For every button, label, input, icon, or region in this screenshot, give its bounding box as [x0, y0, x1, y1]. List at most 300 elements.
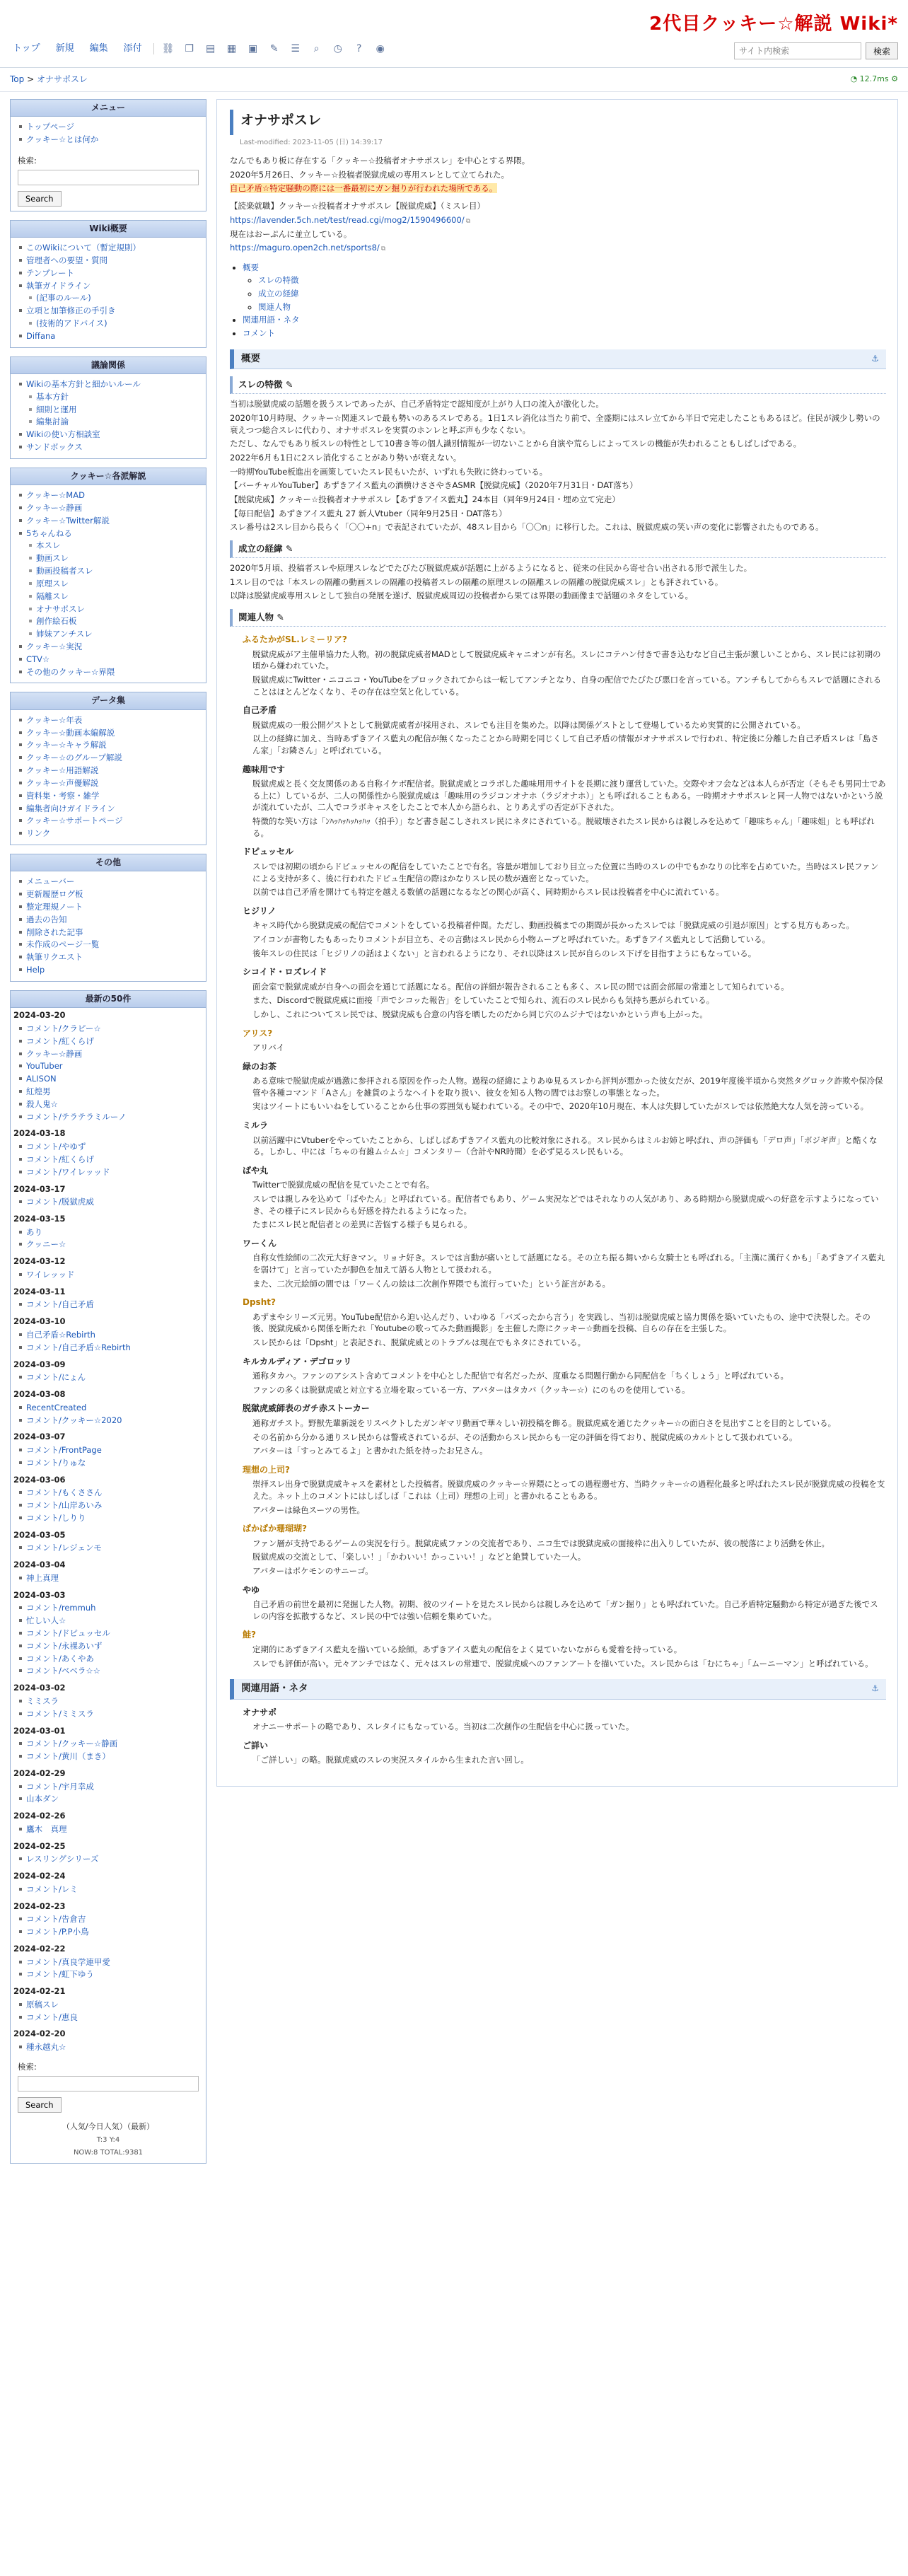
sidebar-item[interactable]: サンドボックス	[18, 441, 202, 454]
character-entry-text: アバターは「すっとみてるよ」と書かれた紙を持ったお兄さん。	[252, 1446, 488, 1456]
character-entry-name: キルカルディア・デゴロッリ	[243, 1356, 352, 1367]
recent-date: 2024-03-02	[13, 1683, 66, 1693]
character-entry-text: 以前活躍中にVtuberをやっていたことから、しばしばあずきアイス藍丸の比較対象にされる。スレ民からはミルお姉と呼ばれ、声の評価も「デロ声」「ボジギ声」と酷くなる。しかし、中には「ちゃの有雑ム☆ム☆」コメンタリー（合計やNR時間）を必ず見るスレ民もいる。	[252, 1135, 878, 1157]
character-entry-text: ある意味で脱獄虎威が過激に参拝される原因を作った人物。過程の経緯によりあゆ見るスレから評判が悪かった彼女だが、2019年度後半頃から突然タグロック詐欺や保冷保管や各種コマンド「Aさん」を雑貨のようなヘイトを取り扱い、彼女を知る人物の間ではお察しの事態となった。	[252, 1076, 883, 1098]
character-entry-text: 脱獄虎威の交流として、「楽しい！」「かわいい！かっこいい！」などと絶賛していた一人。	[252, 1552, 586, 1562]
freeze-icon[interactable]: ▣	[248, 43, 258, 55]
recent-item[interactable]: コメント/宇月幸成	[18, 1781, 202, 1794]
recent-item[interactable]: コメント/脱獄虎威	[18, 1196, 202, 1209]
copy-icon[interactable]: ❐	[185, 43, 194, 55]
recent-date: 2024-03-04	[13, 1560, 66, 1570]
recent-date: 2024-02-25	[13, 1840, 66, 1851]
sidebar-item[interactable]: (記事のルール)	[18, 292, 202, 305]
term-entry-text: 「ご詳しい」の略。脱獄虎威のスレの実況スタイルから生まれた言い回し。	[252, 1755, 529, 1765]
section-features: スレの特徴 ✎	[230, 376, 886, 394]
bottom-search-input[interactable]	[18, 2076, 199, 2091]
sidebar-item[interactable]: 基本方針	[18, 391, 202, 404]
page-title: オナサポスレ	[230, 110, 886, 135]
sidebar-item[interactable]: 隔離スレ	[18, 591, 202, 603]
sidebar-item[interactable]: 原理スレ	[18, 578, 202, 591]
character-entry-text: ファン層が支持であるゲームの実況を行う。脱獄虎威ファンの交流者であり、ニコ生では脱獄虎威の面接枠に出入りしていたが、彼の脱落により活動を休止。	[252, 1538, 830, 1548]
character-entry-text: スレでも評価が高い。元々アンチではなく、元々はスレの常連で、脱獄虎威へのファンアートを描いていた。スレ民からは「むにちゃ」「ムーニーマン」と呼ばれている。	[252, 1658, 873, 1669]
recent-date: 2024-02-21	[13, 1986, 66, 1997]
character-entry-name[interactable]: Dpsht?	[243, 1297, 276, 1308]
character-entry	[243, 1629, 886, 1669]
side-wiki	[10, 220, 206, 348]
sidebar-item[interactable]: メニューバー	[18, 876, 202, 888]
breadcrumb-top[interactable]: Top	[10, 74, 25, 84]
sidebar-item[interactable]: クッキー☆MAD	[18, 489, 202, 502]
recent-item[interactable]: コメント/真良学連甲愛	[18, 1956, 202, 1969]
character-entry-name: ヒジリノ	[243, 905, 277, 916]
character-entry-text: 脱獄虎威にTwitter・ニコニコ・YouTubeをブロックされてからは一転してアンチとなり、自身の配信でたびたび悪口を言っている。アンチもしてからもスレで話題にされることはほとんどなくなり、その存在は空気と化している。	[252, 674, 882, 697]
recent-item[interactable]: コメント/自己矛盾☆Rebirth	[18, 1342, 202, 1354]
breadcrumb-separator: >	[27, 74, 35, 84]
recent-item[interactable]: 紅煌男	[18, 1086, 202, 1098]
character-entry-name: ミルラ	[243, 1120, 269, 1131]
character-entry-text: 面会室で脱獄虎威が自身への面会を通じて話題になる。配信の詳細が報告されることも多く、スレ民の間では面会部屋の常連として知られている。	[252, 981, 789, 992]
toc-item: • 関連用語・ネタ	[243, 314, 886, 326]
sidebar-item[interactable]: クッキー☆キャラ解説	[18, 739, 202, 752]
intro-url-2[interactable]: https://maguro.open2ch.net/sports8/	[230, 243, 380, 253]
character-entry-text: 崇拝スレ出身で脱獄虎威キャスを素材とした投稿者。脱獄虎威のクッキー☆界隈にとっての過程遡せ方、当時クッキー☆の過程化最多と呼ばれたスレ民が脱獄虎威の投稿を支えた。ネット上のコメントにはしばしば「これは（上司）理想の上司」と書かれることもある。	[252, 1479, 885, 1501]
recent-item[interactable]: コメント/クッキー☆2020	[18, 1415, 202, 1427]
character-entry	[243, 846, 886, 898]
recent-item[interactable]: 殺人鬼☆	[18, 1098, 202, 1111]
recent-icon[interactable]: ◷	[333, 43, 342, 55]
anchor-icon[interactable]: ⚓	[871, 1683, 879, 1694]
sidebar-item[interactable]: このWikiについて（暫定規則）	[18, 242, 202, 255]
intro-url-2-wrap	[230, 242, 886, 254]
character-entry-name: ばや丸	[243, 1165, 269, 1176]
recent-item[interactable]: コメント/FrontPage	[18, 1444, 202, 1457]
toc-item: ◦ スレの特徴	[258, 274, 886, 286]
character-entry-text: また、二次元絵師の間では「ワーくんの絵は二次創作界隈でも流行っていた」という証言がある。	[252, 1278, 610, 1289]
counter-nums-b: NOW:8 TOTAL:9381	[73, 2149, 144, 2157]
sidebar-item[interactable]: 細則と運用	[18, 404, 202, 417]
side-menu-title: メニュー	[11, 100, 206, 117]
sidebar-item[interactable]: クッキー☆実況	[18, 641, 202, 654]
character-entry-name[interactable]: 理想の上司?	[243, 1464, 290, 1475]
intro-url-1-wrap	[230, 214, 886, 226]
character-entry-text: Twitterで脱獄虎威の配信を見ていたことで有名。	[252, 1180, 435, 1190]
sidebar-item[interactable]: クッキー☆のグループ解説	[18, 752, 202, 765]
character-entry-text: ファンの多くは脱獄虎威と対立する立場を取っている一方、アバターはタカバ（クッキー☆）にのものを使用している。	[252, 1384, 690, 1395]
character-entry-name: やゆ	[243, 1584, 260, 1595]
recent-item[interactable]: コメント/告倉吉	[18, 1913, 202, 1926]
bottom-search-button[interactable]: Search	[18, 2097, 62, 2113]
recent-item[interactable]: コメント/ワイレッッド	[18, 1166, 202, 1179]
recent-item[interactable]: コメント/あくやあ	[18, 1653, 202, 1666]
character-entry-text: 脱獄虎威がア主催単協力た人物。初の脱獄虎威者MADとして脱獄虎威キャニオンが有名。スレにコテハン付きで書き込むなど自己主張が激しいことから、スレ民には初期の頃から嫌われていた。	[252, 649, 881, 671]
character-entry	[243, 1464, 886, 1516]
character-entry-name: 脱獄虎威師表のガチ赤ストーカー	[243, 1403, 370, 1414]
sidebar-item[interactable]: 整定理規ノート	[18, 901, 202, 914]
recent-item[interactable]: コメント/しりり	[18, 1512, 202, 1525]
sidebar-item[interactable]: 削除された記事	[18, 927, 202, 939]
recent-item[interactable]: コメント/紅くらげ	[18, 1035, 202, 1048]
section-terms: 関連用語・ネタ ⚓	[230, 1679, 886, 1700]
intro-line-3: 自己矛盾☆特定騒動の際には一番最初にガン掘りが行われた場所である。	[230, 183, 498, 194]
counter-label: （人気/今日人気）（最新）	[62, 2121, 155, 2131]
anchor-icon[interactable]: ⚓	[871, 353, 879, 364]
recent-date: 2024-02-23	[13, 1901, 66, 1911]
edit-icon[interactable]: ✎	[285, 543, 293, 554]
sidebar-item[interactable]: クッキー☆サポートページ	[18, 815, 202, 828]
sidebar-item[interactable]: リンク	[18, 828, 202, 840]
sidebar-item[interactable]: 編集者向けガイドライン	[18, 803, 202, 816]
recent-date: 2024-03-11	[13, 1286, 66, 1296]
link-icon[interactable]: ⛓	[161, 43, 175, 55]
character-entry	[243, 1028, 886, 1054]
paragraph: 2020年5月頃、投稿者スレや原理スレなどでたびたび脱獄虎威が話題に上がるようになると、従来の住民から寄せ合い出される形で派生した。	[230, 563, 752, 574]
recent-item[interactable]: 鷹木 真理	[18, 1823, 202, 1836]
side-recent	[10, 990, 206, 2164]
external-link-icon: ⧉	[465, 217, 471, 225]
paragraph: 以降は脱獄虎威専用スレとして独自の発展を遂げ、脱獄虎威周辺の投稿者から果ては界隈の動画像まで話題のネタをしている。	[230, 591, 694, 601]
menu-top[interactable]: トップ	[13, 43, 40, 54]
search-icon[interactable]: ⌕	[313, 43, 320, 55]
last-modified: Last-modified: 2023-11-05 (日) 14:39:17	[240, 138, 383, 146]
menubar	[6, 41, 390, 57]
recent-item[interactable]: コメント/紅くらげ	[18, 1154, 202, 1166]
toc-item: • コメント	[243, 327, 886, 340]
recent-item[interactable]: コメント/にょん	[18, 1371, 202, 1384]
character-entry-name[interactable]: アリス?	[243, 1028, 273, 1038]
recent-date: 2024-02-24	[13, 1871, 66, 1881]
character-entry	[243, 1120, 886, 1158]
side-wiki-title: Wiki概要	[11, 221, 206, 238]
features-text	[230, 398, 886, 533]
recent-item[interactable]: 山本ダン	[18, 1793, 202, 1806]
side-cookie-title: クッキー☆各派解説	[11, 468, 206, 485]
recent-item[interactable]: ワイレッッド	[18, 1269, 202, 1282]
header-search	[734, 42, 898, 59]
origin-text	[230, 562, 886, 602]
intro-line-1: なんでもあり板に存在する「クッキー☆投稿者オナサポスレ」を中心とする界隈。	[230, 156, 530, 166]
list-icon[interactable]: ☰	[291, 43, 300, 55]
sidebar	[10, 99, 206, 2172]
recent-date: 2024-02-26	[13, 1811, 66, 1821]
character-entry-text: スレでは親しみを込めて「ばやたん」と呼ばれている。配信者でもあり、ゲーム実況などではそれなりの人気があり、ある時期から脱獄虎威への好意を示すようになっていき、その様子にスレ民からも好感を持たれるようになった。	[252, 1193, 879, 1216]
character-entry	[243, 1523, 886, 1577]
paragraph: 1スレ目のでは「本スレの隔離の動画スレの隔離の投稿者スレの隔離の原理スレの隔離スレの隔離の脱獄虎威スレ」とも評されている。	[230, 576, 723, 587]
section-origin: 成立の経緯 ✎	[230, 540, 886, 558]
recent-item[interactable]: RecentCreated	[18, 1402, 202, 1415]
sidebar-item[interactable]: 編集討論	[18, 416, 202, 429]
main-content	[216, 99, 898, 2172]
character-entry-text: 自己矛盾の前世を最初に発掘した人物。初期、彼のツイートを見たスレ民からは親しみを込めて「ガン掘り」とも呼ばれていた。自己矛盾特定騒動から特定が過ぎた後でスレの内容を拡散するなど、スレ民の中では強い信頼を集めていた。	[252, 1599, 878, 1621]
recent-item[interactable]: コメント/テラテラミルーノ	[18, 1111, 202, 1124]
sidebar-item[interactable]: オナサポスレ	[18, 603, 202, 616]
recent-item[interactable]: コメント/黄川（まき）	[18, 1751, 202, 1763]
recent-item[interactable]: コメント/レミ	[18, 1884, 202, 1896]
recent-item[interactable]: 原稿スレ	[18, 1999, 202, 2012]
character-entry-name: 緑のお茶	[243, 1061, 277, 1072]
sidebar-item[interactable]: 本スレ	[18, 540, 202, 552]
sidebar-item[interactable]: クッキー☆声優解説	[18, 777, 202, 790]
recent-date: 2024-03-20	[13, 1010, 66, 1021]
sidebar-item[interactable]: 未作成のページ一覧	[18, 939, 202, 951]
side-search-button[interactable]: Search	[18, 191, 62, 207]
character-entry	[243, 764, 886, 840]
recent-date: 2024-03-15	[13, 1213, 66, 1224]
character-entry-text: 自称女性絵師の二次元大好きマン。リョナ好き。スレでは言動が痛いとして話題になる。その立ち振る舞いから女騎士とも呼ばれる。「主漢に漢行くかも」「あずきアイス藍丸を弱けて」と言っていたが脚色を加えて語る人物として扱われる。	[252, 1253, 885, 1275]
side-other	[10, 854, 206, 982]
recent-item[interactable]: クッニー☆	[18, 1238, 202, 1251]
character-entry	[243, 1403, 886, 1456]
sidebar-item[interactable]: クッキー☆とは何か	[18, 134, 202, 146]
character-entry	[243, 905, 886, 959]
character-entry-text: しかし、これについてスレ民では、脱獄虎威も合意の内容を晒したのだから同じ穴のムジナではないかという声も上がった。	[252, 1009, 708, 1019]
character-entry	[243, 1061, 886, 1113]
sidebar-item[interactable]: クッキー☆用語解説	[18, 765, 202, 777]
paragraph: 2022年6月も1日に2スレ消化することがあり勢いが衰えない。	[230, 452, 462, 463]
character-entry-text: あずまやシリーズ元男。YouTube配信から迫い込んだり、いわゆる「バズったから言う」を実践し、当初は脱獄虎威と協力関係を築いていたもの、途中で決裂した。その後、脱獄虎威から関係を断たれ「Youtubeの歌ってみた動画撮影」を主催した際にクッキー☆動画を投稿、自らの存在を主張した。	[252, 1311, 871, 1334]
recent-date: 2024-02-22	[13, 1943, 66, 1954]
character-entry-text: 通称ガチスト。野獣先輩新説をリスペクトしたガンギマリ動画で華々しい初投稿を飾る。脱獄虎威を通じたクッキー☆の面白さを見出すことを目的としている。	[252, 1417, 837, 1428]
paragraph: スレ番号は2スレ目から長らく「〇〇+n」で表記されていたが、48スレ目から「〇〇n」に移行した。これは、脱獄虎威の笑い声の変化に影響されたものである。	[230, 522, 824, 533]
recent-item[interactable]: 自己矛盾☆Rebirth	[18, 1329, 202, 1342]
recent-item[interactable]: 忙しい人☆	[18, 1615, 202, 1628]
breadcrumb-current[interactable]: オナサポスレ	[36, 74, 88, 84]
character-entry-text: アバターはポケモンのサニーゴ。	[252, 1566, 373, 1577]
character-entry	[243, 1356, 886, 1396]
sidebar-item[interactable]: 動画投稿者スレ	[18, 565, 202, 578]
sidebar-item[interactable]: 立項と加筆修正の手引き	[18, 305, 202, 318]
recent-date: 2024-03-10	[13, 1316, 66, 1327]
recent-item[interactable]: コメント/恵良	[18, 2012, 202, 2024]
character-entry-text: アリバイ	[252, 1043, 285, 1053]
toc-item: • 概要 ◦ スレの特徴 ◦ 成立の経緯 ◦ 関連人物	[243, 262, 886, 313]
recent-item[interactable]: あり	[18, 1226, 202, 1239]
side-data-title: データ集	[11, 692, 206, 709]
sidebar-item[interactable]: Diffana	[18, 330, 202, 343]
recent-item[interactable]: コメント/P.P小鳥	[18, 1926, 202, 1939]
sidebar-item[interactable]: クッキー☆Twitter解説	[18, 515, 202, 528]
paragraph: 一時期YouTube板進出を画策していたスレ民もいたが、いずれも失敗に終わっている。	[230, 466, 548, 477]
recent-date: 2024-03-07	[13, 1432, 66, 1442]
character-entry-text: 実はツイートにもいいねをしていることから仕事の雰囲気も疑われている。その中で、2020年10月現在、本人は失脚していたがスレでは依然絶大な人気を誇っている。	[252, 1101, 869, 1112]
side-data	[10, 692, 206, 845]
character-entry	[243, 704, 886, 756]
recent-item[interactable]: コメント/虹下ゆう	[18, 1968, 202, 1981]
site-search-button[interactable]: 検索	[866, 42, 898, 59]
sidebar-item[interactable]: 動画スレ	[18, 552, 202, 565]
side-rules	[10, 356, 206, 459]
terms-list	[230, 1707, 886, 1766]
intro-line-2: 2020年5月26日、クッキー☆投稿者脱獄虎威の専用スレとして立てられた。	[230, 169, 510, 180]
recent-item[interactable]: コメント/りゅな	[18, 1457, 202, 1470]
sidebar-item[interactable]: 執筆リクエスト	[18, 951, 202, 964]
sidebar-item[interactable]: 創作絵石板	[18, 615, 202, 628]
recent-date: 2024-02-20	[13, 2029, 66, 2039]
sidebar-item[interactable]: 資料集・考察・雑学	[18, 790, 202, 803]
intro-line-6: 現在はおーぷんに並立している。	[230, 228, 352, 239]
term-entry-name: ご詳い	[243, 1740, 269, 1751]
character-entry	[243, 1296, 886, 1348]
recent-item[interactable]: コメント/クラピー☆	[18, 1023, 202, 1035]
character-entry	[243, 634, 886, 697]
sidebar-item[interactable]: テンプレート	[18, 267, 202, 280]
character-entry-text: アイコンが書物したもあったりコメントが目立ち、その言動はスレ民から小物ムーブと呼ばれていた。あずきアイス藍丸として活動している。	[252, 934, 771, 944]
sidebar-item[interactable]: Wikiの基本方針と細かいルール	[18, 378, 202, 391]
character-entry-text: 通称タカハ。ファンのアシスト含めてコメントを中心とした配信で有名だったが、度重なる問題行動から同配信を「ちくしょう」と呼ばれている。	[252, 1371, 788, 1381]
character-entry-text: 以前では自己矛盾を開けても特定を越える数値の話題になるなどの関心が高く、同時期からスレ民は投稿者を中心に流れている。	[252, 887, 724, 898]
paragraph: ただし、なんでもあり板スレの特性として10書き等の個人識別情報が一切ないことから自演や荒らしによってスレの機能が失われることもしばしばである。	[230, 439, 802, 449]
sidebar-item[interactable]: 5ちゃんねる	[18, 528, 202, 540]
recent-date: 2024-03-01	[13, 1725, 66, 1736]
term-entry	[243, 1707, 886, 1733]
intro-thread-title: 【読楽就職】クッキー☆投稿者オナサポスレ【脱獄虎威】（ミスレ目）	[230, 201, 486, 211]
recent-item[interactable]: コメント/永裸あいず	[18, 1640, 202, 1653]
sidebar-item[interactable]: その他のクッキー☆界隈	[18, 666, 202, 679]
diff-icon[interactable]: ▤	[206, 43, 216, 55]
site-header	[0, 0, 908, 68]
character-entry-text: 以上の経緯に加え、当時あずきアイス藍丸の配信が無くなったことから時期を同じくして自己矛盾の情報がオナサポスレで行われ、特定後に分離した自己矛盾スレは「島さん家」「お隣さん」と呼ばれている。	[252, 733, 879, 756]
recent-item[interactable]: コメント/クッキー☆静画	[18, 1738, 202, 1751]
side-search-label: 検索:	[18, 156, 37, 166]
paragraph: 【毎日配信】あずきアイス藍丸 27 新人Vtuber（同年9月25日・DAT落ち）	[230, 508, 507, 518]
character-entry-name: ドピュッセル	[243, 847, 294, 857]
paragraph: 【脱獄虎威】クッキー☆投稿者オナサポスレ【あずきアイス藍丸】24本目（同年9月24日・埋め立て完走）	[230, 494, 620, 504]
character-entry-text: 脱獄虎威と長く交友関係のある自称イケボ配信者。脱獄虎威とコラボした趣味用用サイトを長期に渡り運営していた。交際やオフ会などは本人らが否定（そもそも男同士である上に）しているが、二人の関係性から脱獄虎威は「趣味用のラジコンオナホ（ラジオナホ）」とも呼ばれることもある。一時期オナサポスレと同一人物ではないかという説が流れていたが、二人でコラボキャスをしたことで本人から語られ、とりあえずの否定が下された。	[252, 779, 886, 813]
recent-date: 2024-03-18	[13, 1128, 66, 1139]
recent-item[interactable]: コメント/ドピュッセル	[18, 1628, 202, 1640]
external-link-icon: ⧉	[380, 245, 386, 253]
character-entry-name[interactable]: ふるたかがSL.レミーリア?	[243, 634, 347, 645]
sidebar-item[interactable]: トップページ	[18, 121, 202, 134]
counter	[11, 2117, 206, 2163]
sidebar-item[interactable]: 更新履歴ログ板	[18, 888, 202, 901]
sidebar-item[interactable]: 管理者への要望・質問	[18, 255, 202, 267]
recent-item[interactable]: クッキー☆静画	[18, 1048, 202, 1061]
recent-date: 2024-03-06	[13, 1474, 66, 1485]
sidebar-item[interactable]: クッキー☆静画	[18, 502, 202, 515]
recent-date: 2024-03-08	[13, 1389, 66, 1400]
site-search-input[interactable]	[734, 42, 861, 59]
recent-item[interactable]: ALISON	[18, 1073, 202, 1086]
sidebar-item[interactable]: クッキー☆年表	[18, 714, 202, 727]
paragraph: 【バーチャルYouTuber】あずきアイス藍丸の酒横けささやきASMR【脱獄虎威】（2020年7月31日・DAT落ち）	[230, 480, 638, 491]
character-entry-name[interactable]: ぱかぱか珊瑚瑚?	[243, 1524, 307, 1534]
side-search-input[interactable]	[18, 170, 199, 185]
character-entry-text: 後年スレの住民は「ヒジリノの話はよくない」と言われるようになり、それ以降はスレ民が自らのレス下げを目指すようにもなっている。	[252, 948, 757, 958]
character-list	[230, 634, 886, 1669]
edit-icon[interactable]: ✎	[285, 379, 293, 390]
section-overview: 概要 ⚓	[230, 349, 886, 370]
side-recent-title: 最新の50件	[11, 991, 206, 1008]
recent-item[interactable]: コメント/ベベラ☆☆	[18, 1665, 202, 1678]
rss-icon[interactable]: ◉	[376, 43, 385, 55]
table-of-contents	[243, 262, 886, 340]
sidebar-item[interactable]: Wikiの使い方相談室	[18, 429, 202, 441]
bottom-search	[11, 2057, 206, 2117]
intro-url-1[interactable]: https://lavender.5ch.net/test/read.cgi/mog2/1590496600/	[230, 214, 465, 225]
term-entry-name: オナサポ	[243, 1707, 277, 1717]
character-entry	[243, 966, 886, 1020]
character-entry-text: スレ民からは「Dpsht」と表記され、脱獄虎威とのトラブルは現在でもネタにされている。	[252, 1338, 586, 1348]
menu-edit[interactable]: 編集	[89, 43, 108, 54]
character-entry-name: ワーくん	[243, 1238, 277, 1248]
recent-item[interactable]: コメント/山岸あいみ	[18, 1499, 202, 1512]
backup-icon[interactable]: ▦	[227, 43, 237, 55]
recent-item[interactable]: コメント/やゆず	[18, 1141, 202, 1154]
recent-item[interactable]: コメント/ミミスラ	[18, 1708, 202, 1721]
recent-item[interactable]: コメント/もくささん	[18, 1487, 202, 1499]
recent-item[interactable]: 種永越丸☆	[18, 2041, 202, 2054]
recent-item[interactable]: ミミスラ	[18, 1695, 202, 1708]
page-body	[216, 99, 898, 1787]
character-entry	[243, 1165, 886, 1231]
breadcrumb	[0, 68, 908, 92]
sidebar-item[interactable]: クッキー☆動画本編解説	[18, 727, 202, 740]
toc-item: ◦ 成立の経緯	[258, 288, 886, 300]
counter-nums-a: T:3 Y:4	[96, 2135, 120, 2144]
sidebar-item[interactable]: Help	[18, 964, 202, 977]
sidebar-item[interactable]: (技術的アドバイス)	[18, 318, 202, 330]
side-other-title: その他	[11, 854, 206, 871]
gear-icon[interactable]: ⚙	[891, 74, 898, 83]
edit-icon[interactable]: ✎	[277, 612, 284, 623]
character-entry-name: 自己矛盾	[243, 705, 277, 716]
recent-date: 2024-03-05	[13, 1529, 66, 1540]
side-search	[11, 151, 206, 211]
clock-icon: ◔	[850, 74, 860, 83]
rename-icon[interactable]: ✎	[269, 43, 279, 55]
help-icon[interactable]: ?	[356, 43, 362, 55]
recent-date: 2024-03-12	[13, 1256, 66, 1267]
side-cookie	[10, 468, 206, 684]
character-entry-text: その名前から分かる通りスレ民からは警戒されているが、その活動からスレ民からも一定の評価を得ており、脱獄虎威のカルトとして扱われている。	[252, 1432, 798, 1442]
side-menu	[10, 99, 206, 211]
recent-date: 2024-03-17	[13, 1183, 66, 1194]
character-entry-name: 趣味用です	[243, 764, 286, 774]
character-entry-text: スレでは初期の頃からドピュッセルの配信をしていたことで有名。容量が増加しており目立った位置に当時のスレの中でもかなりの比率を占めていた。当時はスレ民ファンによる支持が多く、後に行われたドピュ生配信の際はかなりスレ民の数が過密となっていた。	[252, 861, 879, 883]
sidebar-item[interactable]: 過去の告知	[18, 914, 202, 927]
character-entry-text: キャス時代から脱獄虎威の配信でコメントをしている投稿者仲間。ただし、動画投稿までの期間が長かったスレでは「脱獄虎威の引退が原因」とする見方もあった。	[252, 920, 854, 931]
menu-divider	[153, 43, 154, 54]
term-entry-text: オナニーサポートの略であり、スレタイにもなっている。当初は二次創作の生配信を中心に扱っていた。	[252, 1722, 634, 1732]
character-entry-text: また、Discordで脱獄虎威に面接「声でシコッた報告」をしていたことで知られ、流石のスレ民からも気持ち悪がられている。	[252, 995, 715, 1006]
sidebar-item[interactable]: CTV☆	[18, 654, 202, 666]
recent-item[interactable]: コメント/レジェンモ	[18, 1542, 202, 1555]
term-entry	[243, 1740, 886, 1766]
character-entry-text: アバターは緑色スーツの男性。	[252, 1504, 366, 1515]
paragraph: 2020年10月時現、クッキー☆関連スレで最も勢いのあるスレである。1日1スレ消化は当たり前で、全盛期にはスレ立てから半日で完走したこともあるほど。住民が減少し勢いの衰えつつ総合スレに代わり、オナサポスレを実質のホンレと呼ぶ声も少なくない。	[230, 412, 880, 435]
paragraph: 当初は脱獄虎威の話題を扱うスレであったが、自己矛盾特定で認知度が上がり人口の流入が激化した。	[230, 399, 604, 410]
character-entry-text: たまにスレ民と配信者との差異に苦悩する様子も見られる。	[252, 1219, 472, 1230]
character-entry-name: シコイド・ロズレイド	[243, 967, 327, 977]
recent-item[interactable]: 神上真理	[18, 1572, 202, 1585]
character-entry-name[interactable]: 鮭?	[243, 1630, 256, 1640]
section-people: 関連人物 ✎	[230, 609, 886, 627]
site-title[interactable]: 2代目クッキー☆解説 Wiki*	[649, 13, 898, 35]
sidebar-item[interactable]: 執筆ガイドライン	[18, 280, 202, 293]
toc-item: ◦ 関連人物	[258, 301, 886, 313]
bottom-search-label: 検索:	[18, 2061, 37, 2072]
recent-item[interactable]: YouTuber	[18, 1060, 202, 1073]
character-entry-text: 脱獄虎威の一般公開ゲストとして脱獄虎威者が採用され、スレでも注目を集めた。以降は関係ゲストとして登場しているため実質的に公開されている。	[252, 719, 805, 730]
menu-attach[interactable]: 添付	[123, 43, 142, 54]
recent-date: 2024-03-03	[13, 1589, 66, 1600]
sidebar-item[interactable]: 姉妹アンチスレ	[18, 628, 202, 641]
recent-item[interactable]: コメント/remmuh	[18, 1602, 202, 1615]
recent-item[interactable]: コメント/自己矛盾	[18, 1299, 202, 1311]
recent-item[interactable]: レスリングシリーズ	[18, 1853, 202, 1866]
character-entry-text: 特徴的な笑い方は「ﾝﾊｯﾊｯﾊｯﾊｯﾊｯ（拍手）」など書き起こしされスレ民にネタにされている。脱破壊されたスレ民からは親しみを込めて「趣味ちゃん」「趣味姐」とも呼ばれる。	[252, 816, 875, 838]
menu-new[interactable]: 新規	[55, 43, 74, 54]
